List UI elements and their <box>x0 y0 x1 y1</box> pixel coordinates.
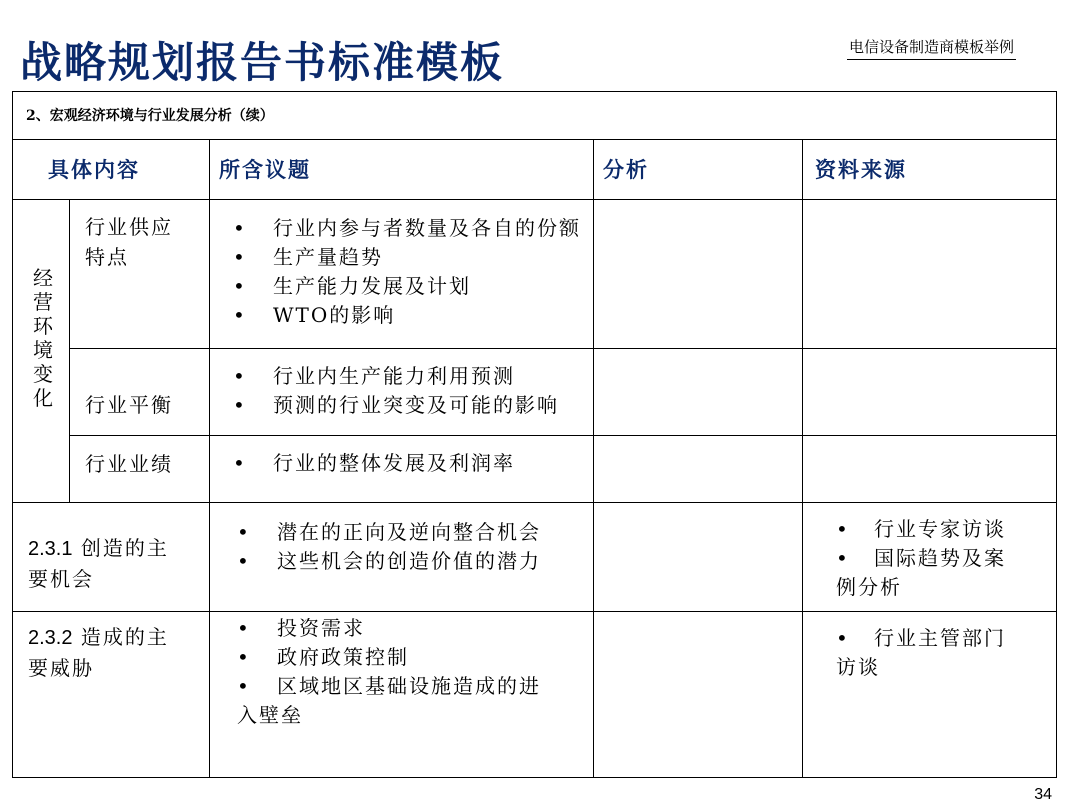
row-content-threats: 2.3.2 造成的主 要威胁 <box>28 625 169 680</box>
row-content-opportunities: 2.3.1 创造的主 要机会 <box>28 536 169 591</box>
rule-row4 <box>12 611 1057 612</box>
list-item: • 生产量趋势 <box>233 243 581 272</box>
row-sources-opportunities: • 行业专家访谈 • 国际趋势及案 例分析 <box>836 517 1006 599</box>
row-sources-threats: • 行业主管部门 访谈 <box>836 626 1006 679</box>
list-item: • 潜在的正向及逆向整合机会 <box>237 518 541 547</box>
list-item: • 行业内生产能力利用预测 <box>233 362 559 391</box>
row-content-industry-supply: 行业供应 特点 <box>85 215 173 269</box>
rule-group <box>12 502 1057 503</box>
rule-col3 <box>802 139 803 778</box>
column-header-sources: 资料来源 <box>815 157 907 182</box>
column-header-content: 具体内容 <box>48 157 140 182</box>
rule-row1 <box>70 348 1057 349</box>
rule-row2 <box>70 435 1057 436</box>
list-item: • WTO的影响 <box>233 301 581 330</box>
template-tag: 电信设备制造商模板举例 <box>847 36 1016 60</box>
column-header-analysis: 分析 <box>603 157 649 182</box>
list-item: • 行业的整体发展及利润率 <box>233 449 515 478</box>
rule-subtitle <box>12 139 1057 140</box>
table-subtitle: 2、宏观经济环境与行业发展分析（续） <box>26 108 274 124</box>
page-number: 34 <box>1034 786 1052 803</box>
row-topics-industry-supply <box>233 214 581 330</box>
list-item: • 生产能力发展及计划 <box>233 272 581 301</box>
rule-col-group <box>69 199 70 502</box>
rule-header <box>12 199 1057 200</box>
column-header-topics: 所含议题 <box>219 157 311 182</box>
row-topics-opportunities <box>237 518 541 576</box>
row-content-industry-performance: 行业业绩 <box>85 452 173 476</box>
row-content-industry-balance: 行业平衡 <box>85 393 173 417</box>
list-item: • 这些机会的创造价值的潜力 <box>237 547 541 576</box>
row-topics-industry-balance <box>233 362 559 420</box>
group-label-operating-environment: 经 营 环 境 变 化 <box>33 266 53 410</box>
row-topics-threats: • 投资需求 • 政府政策控制 • 区域地区基础设施造成的进 入壁垒 <box>237 616 541 727</box>
rule-col2 <box>593 139 594 778</box>
rule-col1 <box>209 139 210 778</box>
list-item: • 预测的行业突变及可能的影响 <box>233 391 559 420</box>
row-topics-industry-performance <box>233 449 515 478</box>
page-title: 战略规划报告书标准模板 <box>20 38 505 87</box>
list-item: • 行业内参与者数量及各自的份额 <box>233 214 581 243</box>
